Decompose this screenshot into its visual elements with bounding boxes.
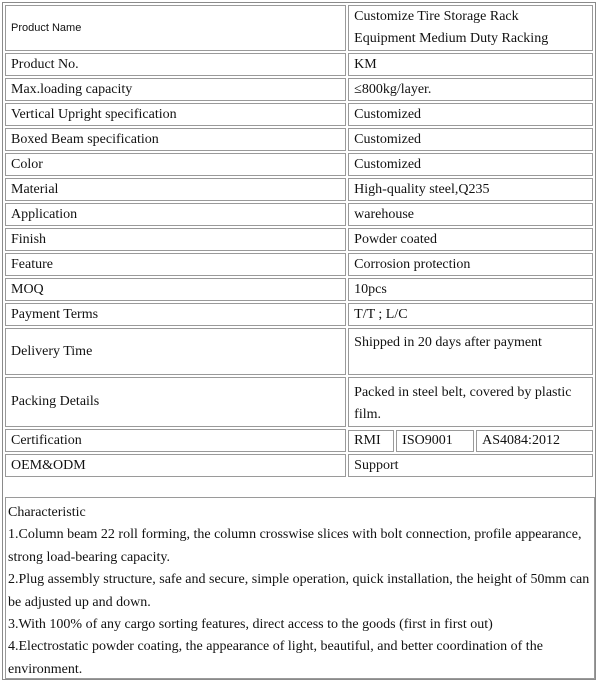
row-label: Boxed Beam specification xyxy=(5,128,346,151)
row-label: MOQ xyxy=(5,278,346,301)
row-value: warehouse xyxy=(348,203,593,226)
cert-rmi: RMI xyxy=(348,430,394,452)
row-value: ≤800kg/layer. xyxy=(348,78,593,101)
row-value: Customized xyxy=(348,153,593,176)
row-value: Customized xyxy=(348,103,593,126)
table-row xyxy=(5,103,593,126)
row-label: Vertical Upright specification xyxy=(5,103,346,126)
characteristic-heading: Characteristic xyxy=(8,505,86,520)
certification-values xyxy=(348,429,593,452)
row-label: Product Name xyxy=(5,5,346,51)
row-value: Customize Tire Storage Rack Equipment Medium Duty Racking xyxy=(348,5,593,51)
row-label: Max.loading capacity xyxy=(5,78,346,101)
row-value: Corrosion protection xyxy=(348,253,593,276)
table-row xyxy=(5,203,593,226)
table-row xyxy=(5,128,593,151)
row-label: Color xyxy=(5,153,346,176)
row-value: Packed in steel belt, covered by plastic film. xyxy=(348,377,593,427)
characteristic-item: 2.Plug assembly structure, safe and secure, simple operation, quick installation, the height of 50mm can be adjusted up and down. xyxy=(8,572,590,610)
table-row xyxy=(5,153,593,176)
spec-sheet xyxy=(2,2,596,680)
table-row xyxy=(5,328,593,375)
spec-table xyxy=(3,3,595,479)
characteristic-item: 4.Electrostatic powder coating, the appearance of light, beautiful, and better coordination of the environment. xyxy=(8,639,543,677)
row-value: T/T ; L/C xyxy=(348,303,593,326)
table-row xyxy=(5,228,593,251)
cert-iso9001: ISO9001 xyxy=(396,430,474,452)
row-value: KM xyxy=(348,53,593,76)
row-value: High-quality steel,Q235 xyxy=(348,178,593,201)
row-label: Delivery Time xyxy=(5,328,346,375)
row-label: Material xyxy=(5,178,346,201)
row-value: Customized xyxy=(348,128,593,151)
row-value: Support xyxy=(348,454,593,477)
row-label: Payment Terms xyxy=(5,303,346,326)
table-row xyxy=(5,429,593,452)
row-value: Powder coated xyxy=(348,228,593,251)
table-row xyxy=(5,178,593,201)
table-row xyxy=(5,303,593,326)
row-label: Application xyxy=(5,203,346,226)
table-row xyxy=(5,5,593,51)
table-row xyxy=(5,53,593,76)
characteristic-item: 1.Column beam 22 roll forming, the column crosswise slices with bolt connection, profile appearance, strong load-bearing capacity. xyxy=(8,527,582,565)
table-row xyxy=(5,253,593,276)
row-label: Packing Details xyxy=(5,377,346,427)
row-value: Shipped in 20 days after payment xyxy=(348,328,593,375)
table-row xyxy=(5,278,593,301)
row-label: Certification xyxy=(5,429,346,452)
row-value: 10pcs xyxy=(348,278,593,301)
characteristic-item: 3.With 100% of any cargo sorting features, direct access to the goods (first in first out) xyxy=(8,617,493,633)
row-label: Finish xyxy=(5,228,346,251)
table-row xyxy=(5,78,593,101)
table-row xyxy=(5,377,593,427)
row-label: OEM&ODM xyxy=(5,454,346,477)
characteristic-box xyxy=(5,497,595,679)
cert-as4084: AS4084:2012 xyxy=(476,430,593,452)
row-label: Feature xyxy=(5,253,346,276)
row-label: Product No. xyxy=(5,53,346,76)
table-row xyxy=(5,454,593,477)
